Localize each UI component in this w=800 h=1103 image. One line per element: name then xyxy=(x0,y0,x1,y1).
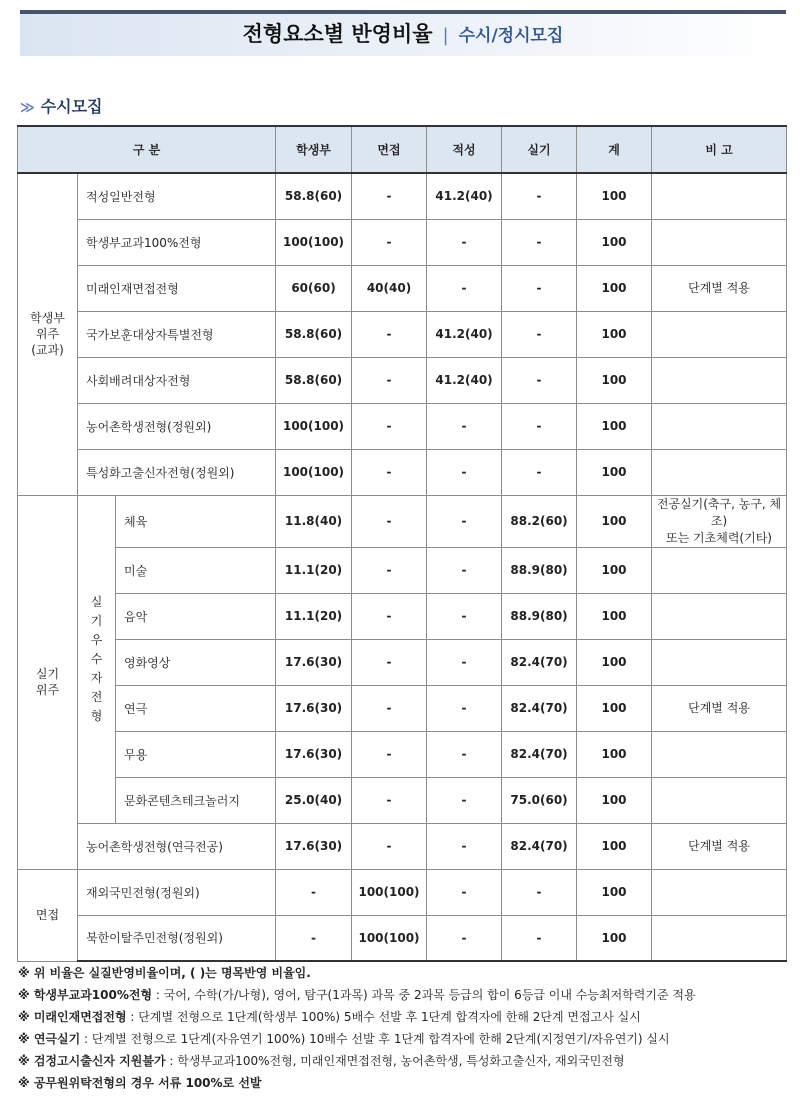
footnotes xyxy=(18,962,793,1094)
remark-cell xyxy=(652,357,787,403)
total-value: 100 xyxy=(577,685,652,731)
remark-cell xyxy=(652,547,787,593)
practical-value: 88.9(80) xyxy=(502,593,577,639)
total-value: 100 xyxy=(577,173,652,219)
student-record-value: 100(100) xyxy=(276,219,352,265)
total-value: 100 xyxy=(577,449,652,495)
practical-value: - xyxy=(502,403,577,449)
group-label-record xyxy=(18,173,78,495)
student-record-value: 60(60) xyxy=(276,265,352,311)
interview-value: - xyxy=(352,547,427,593)
remark-cell xyxy=(652,449,787,495)
group-label-line: 실기 xyxy=(35,667,60,681)
total-value: 100 xyxy=(577,219,652,265)
aptitude-value: - xyxy=(427,823,502,869)
interview-value: - xyxy=(352,219,427,265)
practical-value: 75.0(60) xyxy=(502,777,577,823)
page-title: 전형요소별 반영비율 xyxy=(242,22,433,46)
footnote-text: : 국어, 수학(가/나형), 영어, 탐구(1과목) 과목 중 2과목 등급의 합이 6등급 이내 수능최저학력기준 적용 xyxy=(152,988,696,1002)
admission-type-name: 음악 xyxy=(116,593,276,639)
footnote-heading: ※ 학생부교과100%전형 xyxy=(18,988,153,1002)
practical-value: 88.9(80) xyxy=(502,547,577,593)
remark-line: 전공실기(축구, 농구, 체조) xyxy=(656,496,782,528)
group-label-line: 위주 xyxy=(35,683,60,697)
practical-value: - xyxy=(502,265,577,311)
footnote-line xyxy=(18,1050,793,1072)
interview-value: - xyxy=(352,449,427,495)
table-row xyxy=(18,311,787,357)
student-record-value: 100(100) xyxy=(276,403,352,449)
aptitude-value: - xyxy=(427,777,502,823)
admission-type-name: 미술 xyxy=(116,547,276,593)
interview-value: - xyxy=(352,403,427,449)
aptitude-value: - xyxy=(427,685,502,731)
page-header xyxy=(20,10,786,56)
admission-type-name: 재외국민전형(정원외) xyxy=(78,869,276,915)
student-record-value: 58.8(60) xyxy=(276,173,352,219)
interview-value: 100(100) xyxy=(352,869,427,915)
interview-value: - xyxy=(352,357,427,403)
practical-value: - xyxy=(502,219,577,265)
practical-value: 82.4(70) xyxy=(502,685,577,731)
section-heading xyxy=(20,94,102,117)
remark-cell xyxy=(652,593,787,639)
table-row xyxy=(18,685,787,731)
footnote-heading: ※ 연극실기 xyxy=(18,1032,81,1046)
table-row xyxy=(18,869,787,915)
footnote-text: : 단계별 전형으로 1단계(학생부 100%) 5배수 선발 후 1단계 합격자에 한해 2단계 면접고사 실시 xyxy=(126,1010,641,1024)
ratio-table xyxy=(17,125,787,962)
student-record-value: 17.6(30) xyxy=(276,685,352,731)
subgroup-char: 우 xyxy=(90,632,103,647)
student-record-value: 100(100) xyxy=(276,449,352,495)
remark-cell xyxy=(652,219,787,265)
remark-cell: 단계별 적용 xyxy=(652,823,787,869)
admission-type-name: 국가보훈대상자특별전형 xyxy=(78,311,276,357)
total-value: 100 xyxy=(577,311,652,357)
interview-value: - xyxy=(352,639,427,685)
total-value: 100 xyxy=(577,265,652,311)
aptitude-value: - xyxy=(427,219,502,265)
footnote-text: : 단계별 전형으로 1단계(자유연기 100%) 10배수 선발 후 1단계 합격자에 한해 2단계(지정연기/자유연기) 실시 xyxy=(80,1032,670,1046)
subgroup-char: 전 xyxy=(90,689,103,704)
admission-type-name: 적성일반전형 xyxy=(78,173,276,219)
group-label-line: 학생부 xyxy=(30,311,65,326)
aptitude-value: - xyxy=(427,265,502,311)
footnote-heading: ※ 공무원위탁전형의 경우 서류 100%로 선발 xyxy=(18,1076,262,1090)
total-value: 100 xyxy=(577,731,652,777)
header-category: 구 분 xyxy=(18,126,276,173)
aptitude-value: 41.2(40) xyxy=(427,357,502,403)
remark-cell xyxy=(652,731,787,777)
subgroup-char: 실 xyxy=(90,594,103,609)
table-row xyxy=(18,593,787,639)
aptitude-value: 41.2(40) xyxy=(427,311,502,357)
table-row xyxy=(18,265,787,311)
practical-value: 82.4(70) xyxy=(502,823,577,869)
footnote-line xyxy=(18,1072,793,1094)
table-row xyxy=(18,639,787,685)
header-practical: 실기 xyxy=(502,126,577,173)
table-row xyxy=(18,547,787,593)
remark-cell xyxy=(652,639,787,685)
admission-type-name: 북한이탈주민전형(정원외) xyxy=(78,915,276,961)
table-row xyxy=(18,731,787,777)
aptitude-value: - xyxy=(427,915,502,961)
practical-value: - xyxy=(502,173,577,219)
student-record-value: 25.0(40) xyxy=(276,777,352,823)
remark-cell: 단계별 적용 xyxy=(652,265,787,311)
total-value: 100 xyxy=(577,593,652,639)
admission-type-name: 학생부교과100%전형 xyxy=(78,219,276,265)
student-record-value: 17.6(30) xyxy=(276,823,352,869)
student-record-value: 17.6(30) xyxy=(276,639,352,685)
footnote-line xyxy=(18,1006,793,1028)
aptitude-value: - xyxy=(427,869,502,915)
total-value: 100 xyxy=(577,823,652,869)
interview-value: - xyxy=(352,731,427,777)
page-subtitle: 수시/정시모집 xyxy=(458,26,564,46)
total-value: 100 xyxy=(577,915,652,961)
aptitude-value: - xyxy=(427,449,502,495)
group-label-line: 위주 xyxy=(35,327,60,342)
total-value: 100 xyxy=(577,547,652,593)
remark-cell xyxy=(652,915,787,961)
double-chevron-icon: ≫ xyxy=(20,100,35,116)
subgroup-char: 자 xyxy=(90,670,103,685)
admission-type-name: 농어촌학생전형(연극전공) xyxy=(78,823,276,869)
table-header-row xyxy=(18,126,787,173)
remark-cell xyxy=(652,403,787,449)
table-row xyxy=(18,173,787,219)
section-title: 수시모집 xyxy=(40,97,103,116)
total-value: 100 xyxy=(577,495,652,547)
student-record-value: 58.8(60) xyxy=(276,311,352,357)
remark-cell xyxy=(652,495,787,547)
student-record-value: - xyxy=(276,869,352,915)
remark-cell xyxy=(652,173,787,219)
aptitude-value: - xyxy=(427,639,502,685)
admission-type-name: 체육 xyxy=(116,495,276,547)
practical-value: 82.4(70) xyxy=(502,731,577,777)
aptitude-value: - xyxy=(427,403,502,449)
table-row xyxy=(18,823,787,869)
admission-type-name: 특성화고출신자전형(정원외) xyxy=(78,449,276,495)
interview-value: - xyxy=(352,311,427,357)
remark-cell: 단계별 적용 xyxy=(652,685,787,731)
interview-value: 100(100) xyxy=(352,915,427,961)
total-value: 100 xyxy=(577,403,652,449)
table-row xyxy=(18,915,787,961)
table-row xyxy=(18,449,787,495)
practical-value: - xyxy=(502,357,577,403)
table-row xyxy=(18,219,787,265)
table-row xyxy=(18,777,787,823)
remark-cell xyxy=(652,311,787,357)
practical-value: 88.2(60) xyxy=(502,495,577,547)
aptitude-value: - xyxy=(427,495,502,547)
header-total: 계 xyxy=(577,126,652,173)
title-separator: | xyxy=(442,25,449,46)
footnote-line xyxy=(18,1028,793,1050)
remark-cell xyxy=(652,777,787,823)
student-record-value: 11.1(20) xyxy=(276,547,352,593)
header-student-record: 학생부 xyxy=(276,126,352,173)
footnote-heading: ※ 위 비율은 실질반영비율이며, ( )는 명목반영 비율임. xyxy=(18,966,311,980)
header-remarks: 비 고 xyxy=(652,126,787,173)
student-record-value: 11.8(40) xyxy=(276,495,352,547)
total-value: 100 xyxy=(577,777,652,823)
practical-value: - xyxy=(502,449,577,495)
table-row xyxy=(18,403,787,449)
interview-value: - xyxy=(352,173,427,219)
interview-value: 40(40) xyxy=(352,265,427,311)
remark-line: 또는 기초체력(기타) xyxy=(666,530,772,545)
group-label-line: (교과) xyxy=(31,343,64,358)
header-interview: 면접 xyxy=(352,126,427,173)
interview-value: - xyxy=(352,685,427,731)
interview-value: - xyxy=(352,495,427,547)
header-aptitude: 적성 xyxy=(427,126,502,173)
student-record-value: 58.8(60) xyxy=(276,357,352,403)
subgroup-char: 형 xyxy=(90,708,103,723)
aptitude-value: 41.2(40) xyxy=(427,173,502,219)
group-label-line: 면접 xyxy=(35,908,60,922)
interview-value: - xyxy=(352,777,427,823)
interview-value: - xyxy=(352,823,427,869)
admission-type-name: 문화콘텐츠테크놀러지 xyxy=(116,777,276,823)
interview-value: - xyxy=(352,593,427,639)
subgroup-char: 기 xyxy=(90,613,103,628)
table-row xyxy=(18,357,787,403)
group-label-interview xyxy=(18,869,78,961)
admission-type-name: 영화영상 xyxy=(116,639,276,685)
practical-value: - xyxy=(502,869,577,915)
practical-value: 82.4(70) xyxy=(502,639,577,685)
admission-type-name: 미래인재면접전형 xyxy=(78,265,276,311)
remark-cell xyxy=(652,869,787,915)
admission-type-name: 연극 xyxy=(116,685,276,731)
student-record-value: 11.1(20) xyxy=(276,593,352,639)
subgroup-label-excellent xyxy=(78,495,116,823)
footnote-text: : 학생부교과100%전형, 미래인재면접전형, 농어촌학생, 특성화고출신자, 재외국민전형 xyxy=(165,1054,625,1068)
admission-type-name: 사회배려대상자전형 xyxy=(78,357,276,403)
footnote-line xyxy=(18,962,793,984)
aptitude-value: - xyxy=(427,547,502,593)
total-value: 100 xyxy=(577,639,652,685)
footnote-heading: ※ 검정고시출신자 지원불가 xyxy=(18,1054,166,1068)
footnote-line xyxy=(18,984,793,1006)
group-label-practical xyxy=(18,495,78,869)
student-record-value: - xyxy=(276,915,352,961)
aptitude-value: - xyxy=(427,731,502,777)
total-value: 100 xyxy=(577,869,652,915)
practical-value: - xyxy=(502,311,577,357)
admission-type-name: 농어촌학생전형(정원외) xyxy=(78,403,276,449)
total-value: 100 xyxy=(577,357,652,403)
admission-type-name: 무용 xyxy=(116,731,276,777)
subgroup-char: 수 xyxy=(90,651,103,666)
footnote-heading: ※ 미래인재면접전형 xyxy=(18,1010,127,1024)
table-row xyxy=(18,495,787,547)
student-record-value: 17.6(30) xyxy=(276,731,352,777)
practical-value: - xyxy=(502,915,577,961)
aptitude-value: - xyxy=(427,593,502,639)
